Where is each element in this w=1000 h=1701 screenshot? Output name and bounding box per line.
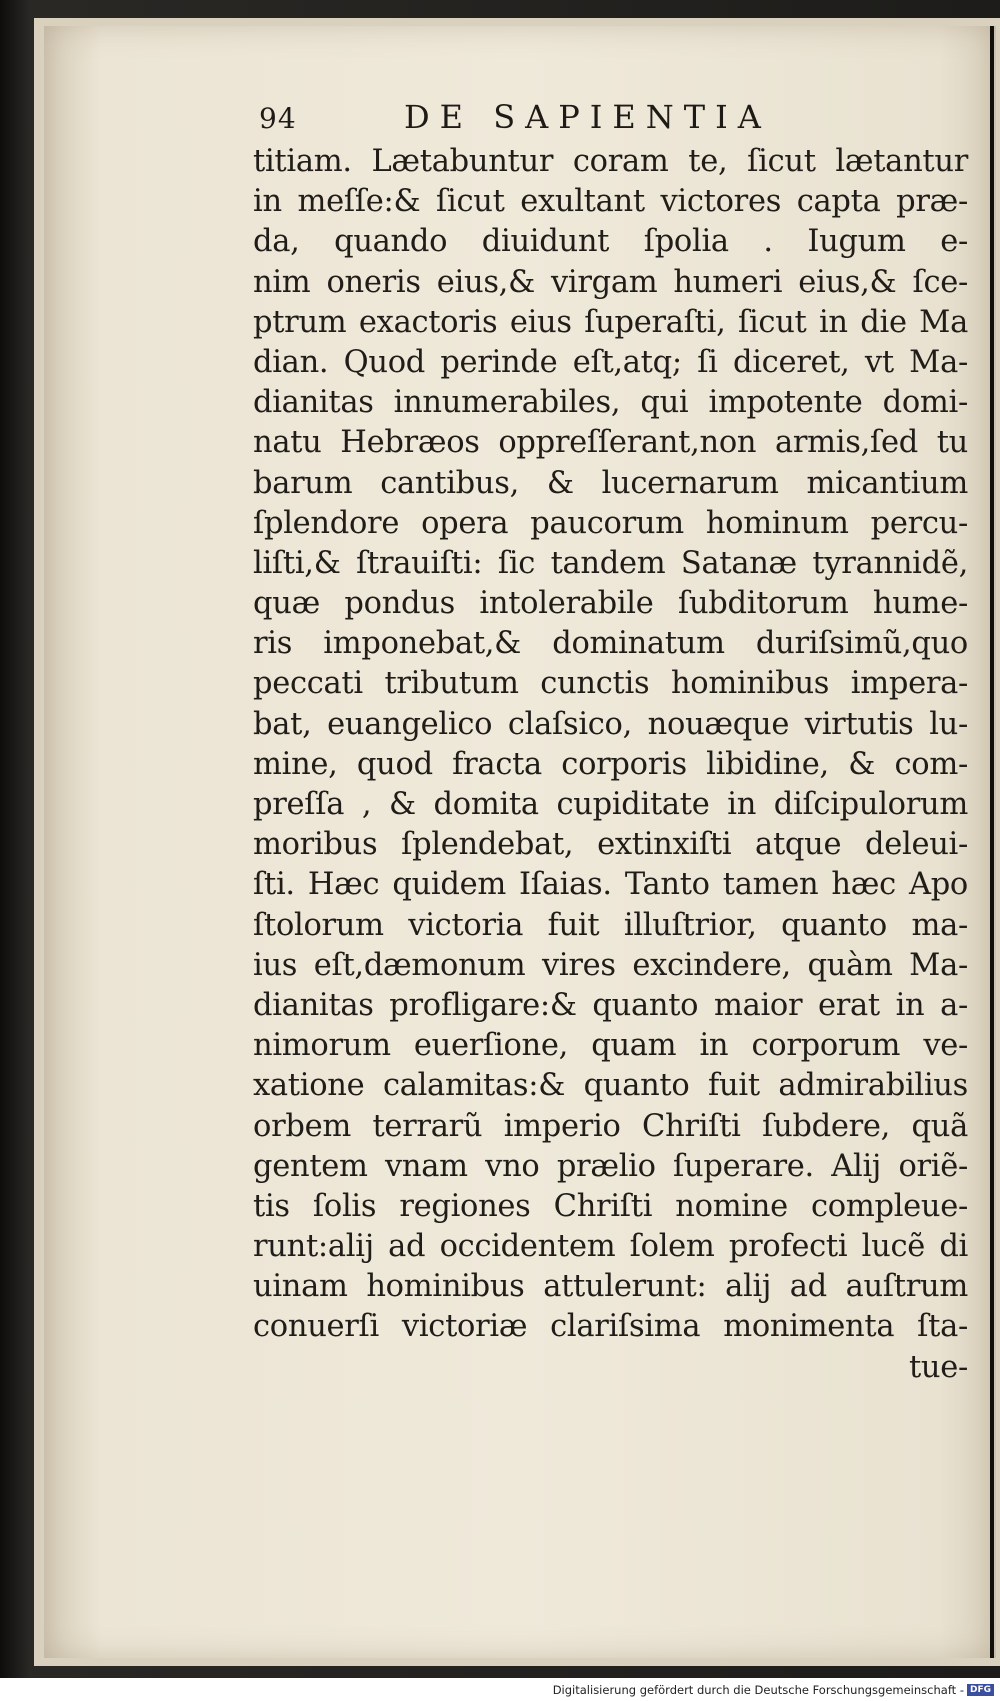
text-line: ptrum exactoris eius ſuperaſti, ſicut in die Ma (253, 304, 968, 340)
text-line: dianitas profligare:& quanto maior erat in a- (253, 987, 968, 1023)
text-line: conuerſi victoriæ clariſsima monimenta ſta- (253, 1309, 968, 1345)
page-number: 94 (259, 102, 297, 135)
running-title: DE SAPIENTIA (404, 98, 771, 136)
funding-notice: Digitalisierung gefördert durch die Deutsche Forschungsgemeinschaft - (552, 1682, 964, 1697)
text-line: moribus ſplendebat, extinxiſti atque deleui- (253, 827, 968, 863)
text-line: ris imponebat,& dominatum duriſsimũ,quo (253, 626, 968, 662)
catchword: tue- (908, 1349, 968, 1385)
dfg-logo: DFG (967, 1684, 994, 1696)
page-header (259, 98, 819, 138)
text-line: nim oneris eius,& virgam humeri eius,& ſce- (253, 264, 968, 300)
body-text (253, 142, 968, 1388)
text-line: mine, quod fracta corporis libidine, & com- (253, 746, 968, 782)
text-line: ſti. Hæc quidem Iſaias. Tanto tamen hæc Apo (253, 867, 968, 903)
text-line: in meſſe:& ſicut exultant victores capta præ- (253, 184, 968, 220)
text-line: tis ſolis regiones Chriſti nomine compleue- (253, 1188, 968, 1224)
binding-shadow (990, 26, 994, 1658)
text-line: quæ pondus intolerabile ſubditorum hume- (253, 586, 968, 622)
text-line: xatione calamitas:& quanto fuit admirabilius (253, 1068, 968, 1104)
text-line: liſti,& ſtrauiſti: ſic tandem Satanæ tyrannidẽ, (253, 545, 968, 581)
text-line: nimorum euerſione, quam in corporum ve- (253, 1028, 968, 1064)
text-line: dian. Quod perinde eſt,atq; ſi diceret, vt Ma- (253, 344, 968, 380)
text-line: gentem vnam vno prælio ſuperare. Alij oriẽ- (253, 1148, 968, 1184)
text-line: runt:alij ad occidentem ſolem profecti lucẽ di (253, 1229, 968, 1265)
text-line: barum cantibus, & lucernarum micantium (253, 465, 968, 501)
text-line: uinam hominibus attulerunt: alij ad auſtrum (253, 1269, 968, 1305)
text-line: bat, euangelico claſsico, nouæque virtutis lu- (253, 706, 968, 742)
text-line: ſplendore opera paucorum hominum percu- (253, 505, 968, 541)
text-line: orbem terrarũ imperio Chriſti ſubdere, quã (253, 1108, 968, 1144)
text-line: preſſa , & domita cupiditate in diſcipulorum (253, 787, 968, 822)
digitization-footer (0, 1678, 1000, 1701)
text-line: titiam. Lætabuntur coram te, ſicut lætantur (253, 144, 968, 179)
text-line: peccati tributum cunctis hominibus impera- (253, 666, 968, 702)
text-line: natu Hebræos oppreſſerant,non armis,ſed tu (253, 425, 968, 461)
text-line: ſtolorum victoria fuit illuſtrior, quanto ma- (253, 907, 968, 943)
text-line: ius eſt,dæmonum vires excindere, quàm Ma- (253, 947, 968, 983)
text-line: da, quando diuidunt ſpolia . Iugum e- (253, 224, 968, 260)
text-line: dianitas innumerabiles, qui impotente domi- (253, 385, 968, 421)
